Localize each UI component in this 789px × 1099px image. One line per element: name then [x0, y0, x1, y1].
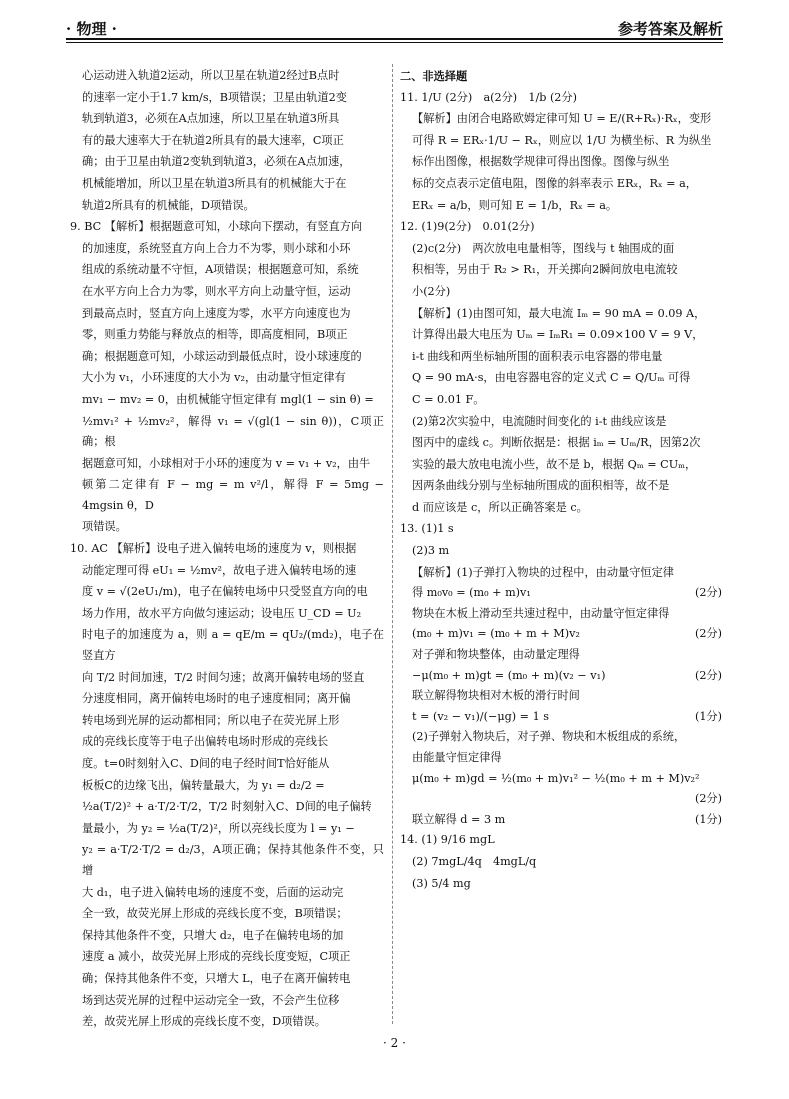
text-line: 心运动进入轨道2运动，所以卫星在轨道2经过B点时: [82, 69, 340, 82]
text-line: 据题意可知，小球相对于小环的速度为 v = v₁ + v₂，由牛: [82, 456, 371, 470]
derivation-line: [400, 604, 722, 625]
text-line: 转电场到光屏的运动都相同；所以电子在荧光屏上形: [82, 713, 340, 727]
text-line: ½a(T/2)² + a·T/2·T/2，T/2 时刻射入C、D间的电子偏转: [82, 800, 372, 814]
step-text: (m₀ + m)v₁ = (m₀ + m + M)v₂: [412, 627, 580, 641]
step-score: (1分): [694, 709, 722, 723]
text-line: 量最小，为 y₂ = ½a(T/2)²，所以亮线长度为 l = y₁ −: [82, 821, 355, 835]
text-line: (2)c(2分) 两次放电电量相等，图线与 t 轴围成的面: [412, 241, 675, 255]
text-line: 保持其他条件不变，只增大 d₂，电子在偏转电场的加: [82, 928, 344, 942]
step-text: 联立解得物块相对木板的滑行时间: [412, 689, 580, 703]
derivation-line: [400, 666, 722, 687]
text-line: (2)3 m: [412, 544, 450, 558]
text-line: d 而应该是 c，所以正确答案是 c。: [412, 500, 588, 514]
step-score: (2分): [694, 586, 722, 600]
step-text: 【解析】(1)子弹打入物块的过程中，由动量守恒定律: [412, 565, 674, 579]
step-score: (2分): [694, 668, 722, 682]
header-rule-thin: [66, 42, 723, 43]
step-text: t = (v₂ − v₁)/(−μg) = 1 s: [412, 709, 550, 723]
page-header: [66, 14, 723, 40]
text-line: 确；保持其他条件不变，只增大 L，电子在离开偏转电: [82, 971, 351, 985]
derivation-line: [400, 810, 722, 831]
text-line: 分速度相同，离开偏转电场时的电子速度相同；离开偏: [82, 692, 351, 706]
header-rule: [66, 38, 723, 40]
text-line: ½mv₁² + ½mv₂²，解得 v₁ = √(gl(1 − sin θ))，C项正确；根: [82, 414, 384, 449]
text-line: 板板C的边缘飞出，偏转量最大，为 y₁ = d₂/2 =: [82, 778, 325, 792]
text-line: (2) 7mgL/4q 4mgL/q: [412, 854, 537, 868]
text-line: 度 v = √(2eU₁/m)，电子在偏转电场中只受竖直方向的电: [82, 585, 368, 599]
text-line: 顿第二定律有 F − mg = m v²/l，解得 F = 5mg − 4mgsin θ，D: [82, 478, 384, 512]
page-number: · 2 ·: [383, 1036, 406, 1050]
right-column: [400, 66, 722, 895]
text-line: (2)第2次实验中，电流随时间变化的 i-t 曲线应该是: [412, 414, 667, 428]
step-text: μ(m₀ + m)gd = ½(m₀ + m)v₁² − ½(m₀ + m + M)v₂²: [412, 771, 700, 785]
text-line: 大小为 v₁，小环速度的大小为 v₂，由动量守恒定律有: [82, 371, 346, 385]
text-line: 计算得出最大电压为 Uₘ = IₘR₁ = 0.09×100 V = 9 V，: [412, 328, 704, 342]
text-line: 成的亮线长度等于电子出偏转电场时形成的亮线长: [82, 735, 329, 749]
derivation-line: [400, 789, 722, 810]
derivation-line: [400, 645, 722, 666]
step-score: (2分): [694, 627, 722, 641]
step-text: −μ(m₀ + m)gt = (m₀ + m)(v₂ − v₁): [412, 668, 606, 682]
text-line: mv₁ − mv₂ = 0，由机械能守恒定律有 mgl(1 − sin θ) =: [82, 392, 374, 406]
text-line: 图丙中的虚线 c。判断依据是：根据 iₘ = Uₘ/R，因第2次: [412, 436, 701, 450]
subject-label: · 物理 ·: [66, 20, 117, 38]
text-line: C = 0.01 F。: [412, 392, 485, 406]
section-heading: 二、非选择题: [400, 69, 468, 83]
question-14-answer: 14. (1) 9/16 mgL: [400, 833, 495, 847]
derivation-line: [400, 748, 722, 769]
text-line: 全一致，故荧光屏上形成的亮线长度不变，B项错误；: [82, 907, 348, 921]
text-line: 有的最大速率大于在轨道2所具有的最大速率，C项正: [82, 133, 344, 147]
step-text: 对子弹和物块整体，由动量定理得: [412, 648, 580, 662]
derivation-line: [400, 563, 722, 584]
text-line: 的速率一定小于1.7 km/s，B项错误；卫星由轨道2变: [82, 90, 347, 104]
text-line: 轨到轨道3，必须在A点加速，所以卫星在轨道3所具: [82, 112, 340, 126]
question-11-answer: 11. 1/U (2分) a(2分) 1/b (2分): [400, 90, 577, 104]
column-divider: [392, 64, 393, 1024]
step-text: 得 m₀v₀ = (m₀ + m)v₁: [412, 586, 531, 600]
step-text: 物块在木板上滑动至共速过程中，由动量守恒定律得: [412, 606, 670, 620]
text-line: 轨道2所具有的机械能，D项错误。: [82, 198, 255, 212]
text-line: 标作出图像，根据数学规律可得出图像。图像与纵坐: [412, 155, 670, 169]
text-line: 确；由于卫星由轨道2变轨到轨道3，必须在A点加速，: [82, 155, 351, 169]
text-line: 项错误。: [82, 520, 127, 534]
text-line: 零，则重力势能与释放点的相等，即高度相同，B项正: [82, 328, 348, 342]
text-line: 【解析】(1)由图可知，最大电流 Iₘ = 90 mA = 0.09 A，: [412, 306, 706, 320]
derivation-line: [400, 624, 722, 645]
question-10-line: 10. AC 【解析】设电子进入偏转电场的速度为 v，则根据: [70, 542, 357, 556]
text-line: 到最高点时，竖直方向上速度为零，水平方向速度也为: [82, 306, 351, 320]
text-line: 向 T/2 时间加速，T/2 时间匀速；故离开偏转电场的竖直: [82, 670, 365, 684]
text-line: i-t 曲线和两坐标轴所围的面积表示电容器的带电量: [412, 349, 663, 363]
derivation-line: [400, 769, 722, 790]
left-column: [70, 66, 384, 1034]
text-line: 标的交点表示定值电阻，图像的斜率表示 ERₓ，Rₓ = a，: [412, 176, 697, 190]
step-text: 联立解得 d = 3 m: [412, 812, 506, 826]
step-text: (2)子弹射入物块后，对子弹、物块和木板组成的系统，: [412, 730, 686, 744]
text-line: 可得 R = ERₓ·1/U − Rₓ，则应以 1/U 为横坐标、R 为纵坐: [412, 133, 712, 147]
text-line: 实验的最大放电电流小些，故不是 b，根据 Qₘ = CUₘ，: [412, 457, 697, 471]
text-line: ERₓ = a/b，则可知 E = 1/b，Rₓ = a。: [412, 198, 618, 212]
text-line: 的加速度，系统竖直方向上合力不为零，则小球和小环: [82, 241, 351, 255]
text-line: 确；根据题意可知，小球运动到最低点时，设小球速度的: [82, 349, 362, 363]
text-line: 动能定理可得 eU₁ = ½mv²，故电子进入偏转电场的速: [82, 563, 357, 577]
text-line: 差，故荧光屏上形成的亮线长度不变，D项错误。: [82, 1015, 326, 1029]
question-12-answer: 12. (1)9(2分) 0.01(2分): [400, 220, 535, 234]
text-line: 度。t=0时刻射入C、D间的电子经时间T恰好能从: [82, 757, 330, 770]
derivation-line: [400, 583, 722, 604]
derivation-line: [400, 727, 722, 748]
text-line: 【解析】由闭合电路欧姆定律可知 U = E/(R+Rₓ)·Rₓ，变形: [412, 112, 712, 126]
text-line: 机械能增加，所以卫星在轨道3所具有的机械能大于在: [82, 176, 347, 190]
step-score: (1分): [694, 812, 722, 826]
derivation-line: [400, 686, 722, 707]
text-line: Q = 90 mA·s，由电容器电容的定义式 C = Q/Uₘ 可得: [412, 371, 691, 385]
text-line: 场力作用，故水平方向做匀速运动；设电压 U_CD = U₂: [82, 606, 362, 620]
step-text: 由能量守恒定律得: [412, 751, 502, 764]
text-line: 积相等，另由于 R₂ > R₁，开关掷向2瞬间放电电流较: [412, 263, 678, 277]
text-line: 在水平方向上合力为零，则水平方向上动量守恒，运动: [82, 284, 351, 298]
text-line: 速度 a 减小，故荧光屏上形成的亮线长度变短，C项正: [82, 950, 351, 964]
text-line: 小(2分): [412, 284, 451, 298]
text-line: 大 d₁，电子进入偏转电场的速度不变，后面的运动完: [82, 885, 344, 899]
question-13-answer: 13. (1)1 s: [400, 522, 454, 536]
text-line: 组成的系统动量不守恒，A项错误；根据题意可知，系统: [82, 263, 359, 277]
text-line: 时电子的加速度为 a，则 a = qE/m = qU₂/(md₂)，电子在竖直方: [82, 628, 384, 663]
text-line: 场到达荧光屏的过程中运动完全一致，不会产生位移: [82, 993, 340, 1007]
derivation-line: [400, 707, 722, 728]
text-line: (3) 5/4 mg: [412, 876, 471, 890]
text-line: y₂ = a·T/2·T/2 = d₂/3，A项正确；保持其他条件不变，只增: [82, 843, 384, 877]
text-line: 因两条曲线分别与坐标轴所围成的面积相等，故不是: [412, 479, 670, 493]
header-title: 参考答案及解析: [617, 20, 723, 38]
step-score: (2分): [694, 792, 722, 806]
question-9-line: 9. BC 【解析】根据题意可知，小球向下摆动，有竖直方向: [70, 220, 363, 234]
